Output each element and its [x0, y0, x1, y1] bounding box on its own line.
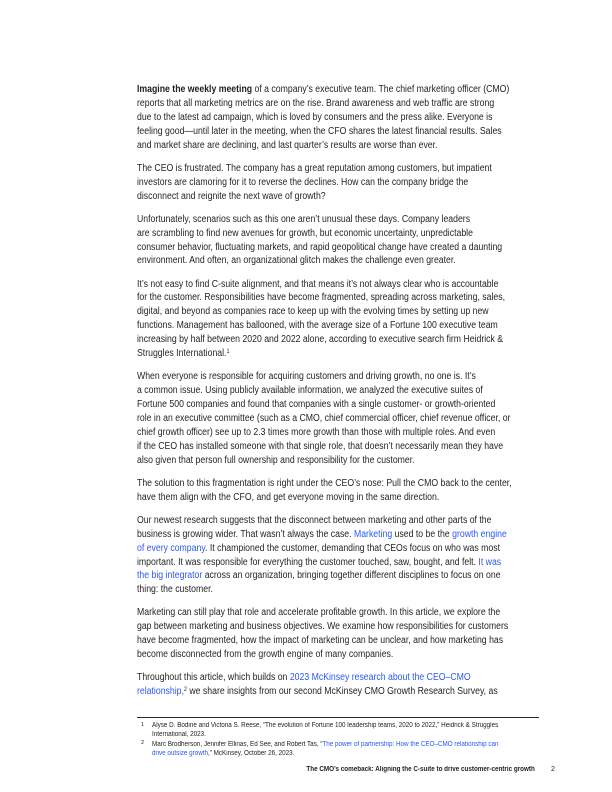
text-line	[137, 426, 502, 440]
text-line	[137, 569, 502, 583]
page-number: 2	[551, 766, 555, 773]
inline-link[interactable]: of every company	[137, 542, 206, 554]
text-run: increasing by half between 2020 and 2022 alone, according to executive search firm Heidrick &	[137, 334, 504, 346]
text-run: also given that person full ownership and responsibility for the customer.	[137, 454, 415, 466]
paragraph-8	[137, 606, 557, 662]
inline-link[interactable]: drive outsize growth	[151, 749, 208, 757]
text-run: When everyone is responsible for acquiring customers and driving growth, no one is. It’s	[137, 371, 476, 383]
text-line	[137, 685, 502, 699]
text-line	[137, 671, 502, 685]
text-run: and market share are declining, and last quarter’s results are worse than ever.	[137, 139, 438, 151]
text-line	[137, 176, 502, 190]
text-run: ,” McKinsey, October 26, 2023.	[207, 749, 294, 757]
text-run: across an organization, bringing together different disciplines to focus on one	[202, 570, 501, 582]
paragraph-4	[137, 278, 557, 361]
text-run: The solution to this fragmentation is right under the CEO’s nose: Pull the CMO back to the center,	[137, 477, 512, 489]
text-line	[137, 648, 502, 662]
text-run: Alyse D. Bodine and Victoria S. Reese, “The evolution of Fortune 100 leadership teams, 2020 to 2022,” Heidrick & Struggles	[151, 722, 498, 729]
text-line	[137, 454, 502, 468]
text-line	[137, 291, 506, 305]
footnote-marker: 1	[141, 721, 144, 728]
text-line	[137, 213, 502, 227]
text-run: It’s not easy to find C-suite alignment, and that means it’s not always clear who is accountable	[137, 278, 499, 290]
text-line	[137, 477, 512, 491]
text-run: a common issue. Using publicly available information, we analyzed the executive suites of	[137, 385, 483, 397]
inline-link[interactable]: It was	[478, 556, 502, 568]
text-run: become disconnected from the growth engine of many companies.	[137, 649, 394, 661]
text-run: business is growing wider. That wasn’t always the case.	[137, 528, 354, 540]
paragraph-2	[137, 162, 557, 204]
footnote-line	[152, 749, 501, 758]
footnote-line	[152, 740, 501, 749]
text-run: disconnect and reignite the next wave of growth?	[137, 190, 326, 202]
text-run: chief growth officer) see up to 2.3 times more growth than those with multiple roles. And even	[137, 426, 496, 438]
paragraph-5	[137, 370, 557, 467]
text-run: we share insights from our second McKinsey CMO Growth Research Survey, as	[186, 686, 498, 698]
text-run: functions. Management has ballooned, with the average size of a Fortune 100 executive team	[137, 320, 498, 332]
inline-link[interactable]: growth engine	[452, 528, 507, 540]
text-run: gap between marketing and business objectives. We examine how responsibilities for customers	[137, 621, 509, 633]
footnotes-section	[137, 717, 539, 758]
text-line	[137, 606, 502, 620]
text-line	[137, 542, 502, 556]
text-line	[137, 83, 510, 97]
paragraph-9	[137, 671, 557, 699]
text-run: environment. And often, an organizational glitch makes the challenge even greater.	[137, 255, 456, 267]
text-run: due to the latest ad campaign, which is loved by consumers and the press alike. Everyone is	[137, 111, 493, 123]
text-line	[137, 139, 502, 153]
text-line	[137, 125, 502, 139]
text-line	[137, 620, 509, 634]
text-run: investors are clamoring for it to reverse the declines. How can the company bridge the	[137, 176, 469, 188]
text-run: Our newest research suggests that the disconnect between marketing and other parts of the	[137, 514, 492, 526]
text-run: The CEO is frustrated. The company has a great reputation among customers, but impatient	[137, 162, 492, 174]
text-line	[137, 227, 502, 241]
footnote-1	[137, 721, 539, 740]
text-line	[137, 319, 502, 333]
inline-link[interactable]: the big integrator	[137, 570, 203, 582]
text-run: used to be the	[392, 528, 453, 540]
inline-link[interactable]: The power of partnership: How the CEO–CMO relationship can	[321, 740, 499, 748]
text-line	[137, 528, 507, 542]
text-run: of a company’s executive team. The chief marketing officer (CMO)	[252, 84, 510, 95]
text-line	[137, 634, 502, 648]
text-line	[137, 305, 502, 319]
text-run: reports that all marketing metrics are on the rise. Brand awareness and web traffic are strong	[137, 97, 495, 109]
text-line	[137, 347, 502, 361]
paragraph-7	[137, 514, 557, 597]
text-run: feeling good—until later in the meeting, when the CFO shares the latest financial results. Sales	[137, 125, 502, 137]
text-line	[137, 514, 502, 528]
inline-link[interactable]: Marketing	[353, 528, 393, 540]
article-body	[137, 83, 557, 708]
text-run: Marketing can still play that role and accelerate profitable growth. In this article, we explore the	[137, 607, 501, 619]
text-line	[137, 162, 502, 176]
text-line	[137, 440, 502, 454]
text-run: are scrambling to find new avenues for growth, but economic uncertainty, unpredictable	[137, 227, 473, 239]
text-run: Fortune 500 companies and found that companies with a single customer- or growth-oriented	[137, 399, 496, 410]
text-run: have them align with the CFO, and get everyone moving in the same direction.	[137, 491, 440, 503]
text-line	[137, 278, 502, 292]
text-line	[137, 333, 502, 347]
text-run: for the customer. Responsibilities have become fragmented, spreading across marketing, sales,	[137, 292, 506, 304]
footer-article-title	[100, 765, 535, 774]
footnote-line	[152, 730, 501, 739]
text-line	[137, 370, 502, 384]
paragraph-3	[137, 213, 557, 269]
text-line	[137, 556, 502, 570]
text-run: have become fragmented, how the impact of marketing can be unclear, and how marketing has	[137, 635, 504, 647]
inline-link[interactable]: relationship,	[137, 686, 184, 698]
text-line	[137, 254, 502, 268]
text-line	[137, 241, 502, 255]
text-line	[137, 412, 511, 426]
text-run: . It championed the customer, demanding that CEOs focus on who was most	[205, 542, 501, 554]
text-line	[137, 398, 502, 412]
footnote-ref: 1	[226, 347, 230, 355]
footnote-line	[152, 721, 501, 730]
text-run: Unfortunately, scenarios such as this one aren’t unusual these days. Company leaders	[137, 213, 471, 225]
text-run: Throughout this article, which builds on	[137, 672, 290, 684]
text-run: role in an executive committee (such as a CMO, chief commercial officer, chief revenue officer, or	[137, 412, 511, 424]
footnote-ref: 2	[183, 685, 187, 693]
text-run: consumer behavior, fluctuating markets, and rapid geopolitical change have created a daunting	[137, 241, 503, 253]
paragraph-1	[137, 83, 557, 152]
text-line	[137, 384, 502, 398]
text-run: if the CEO has installed someone with that single role, that doesn’t necessarily mean they have	[137, 440, 504, 452]
text-line	[137, 491, 502, 505]
footnote-marker: 2	[141, 740, 144, 747]
text-run: important. It was responsible for everything the customer touched, saw, bought, and felt.	[137, 556, 479, 568]
text-run: digital, and beyond as companies race to keep up with the evolving times by setting up new	[137, 306, 489, 318]
footer-article-title-text: The CMO’s comeback: Aligning the C-suite to drive customer-centric growth	[306, 766, 535, 773]
text-run: International, 2023.	[151, 731, 206, 739]
text-line	[137, 97, 502, 111]
paragraph-6	[137, 477, 557, 505]
text-run: Imagine the weekly meeting	[137, 84, 253, 95]
text-line	[137, 190, 502, 204]
text-run: thing: the customer.	[137, 584, 213, 596]
text-line	[137, 583, 502, 597]
inline-link[interactable]: 2023 McKinsey research about the CEO–CMO	[289, 672, 471, 684]
text-run: Marc Brodherson, Jennifer Ellinas, Ed See, and Robert Tas, “	[151, 740, 322, 748]
footnote-2	[137, 740, 539, 759]
text-run: Struggles International.	[137, 348, 227, 360]
text-line	[137, 111, 502, 125]
